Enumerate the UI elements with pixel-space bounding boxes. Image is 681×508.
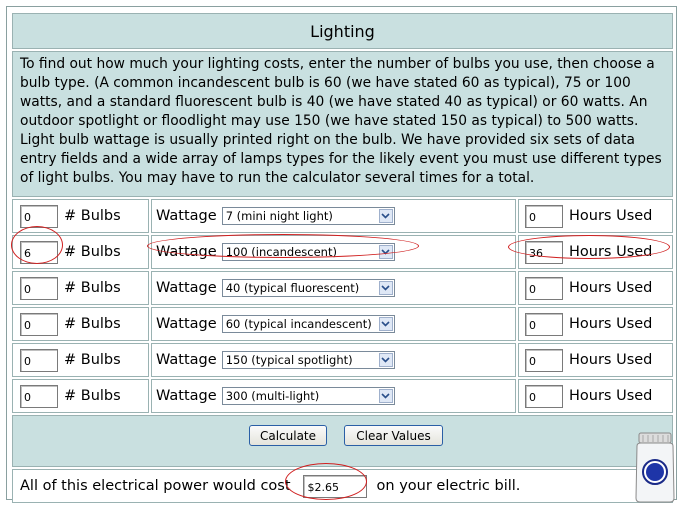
wattage-value: 40 (typical fluorescent): [225, 281, 360, 295]
bulbs-cell: [12, 343, 149, 377]
hours-input[interactable]: 0: [525, 349, 563, 372]
wattage-cell: [151, 199, 516, 233]
cost-output[interactable]: $2.65: [303, 475, 367, 498]
wattage-cell: [151, 379, 516, 413]
hours-label: Hours Used: [569, 244, 653, 260]
bulbs-cell: [12, 235, 149, 269]
wattage-select[interactable]: [222, 351, 395, 369]
hours-input[interactable]: 0: [525, 277, 563, 300]
wattage-cell: [151, 271, 516, 305]
wattage-label: Wattage: [156, 244, 217, 260]
hours-input[interactable]: 0: [525, 385, 563, 408]
chevron-down-icon[interactable]: [379, 317, 393, 331]
bulbs-label: # Bulbs: [64, 244, 121, 260]
wattage-label: Wattage: [156, 388, 217, 404]
cost-prefix: All of this electrical power would cost: [20, 478, 291, 494]
calculate-button[interactable]: Calculate: [249, 425, 327, 446]
chevron-down-icon[interactable]: [379, 353, 393, 367]
bulbs-cell: [12, 307, 149, 341]
button-row: [12, 415, 673, 467]
section-title: Lighting: [12, 13, 673, 49]
hours-label: Hours Used: [569, 316, 653, 332]
bulbs-input[interactable]: 0: [20, 385, 58, 408]
hours-input[interactable]: 0: [525, 313, 563, 336]
instructions-text: To find out how much your lighting costs, enter the number of bulbs you use, then choose a bulb type. (A common incandescent bulb is 60 (we have stated 60 as typical), 75 or 100 watts, and a standard fluorescent bulb is 40 (we have stated 40 as typical) or 60 watts. An outdoor spotlight or floodlight may use 150 (we have stated 150 as typical) to 500 watts. Light bulb wattage is usually printed right on the bulb. We have provided six sets of data entry fields and a wide array of lamps types for the likely event you must use different types of light bulbs. You may have to run the calculator several times for a total.: [12, 51, 673, 197]
wattage-value: 150 (typical spotlight): [225, 353, 353, 367]
wattage-label: Wattage: [156, 280, 217, 296]
bulbs-input[interactable]: 0: [20, 277, 58, 300]
chevron-down-icon[interactable]: [379, 245, 393, 259]
clear-values-button[interactable]: Clear Values: [344, 425, 443, 446]
wattage-select[interactable]: [222, 207, 395, 225]
chevron-down-icon[interactable]: [379, 389, 393, 403]
hours-label: Hours Used: [569, 352, 653, 368]
cost-row: [12, 469, 673, 503]
chevron-down-icon[interactable]: [379, 209, 393, 223]
jar-icon: [633, 432, 677, 504]
wattage-cell: [151, 307, 516, 341]
wattage-value: 7 (mini night light): [225, 209, 333, 223]
wattage-value: 100 (incandescent): [225, 245, 337, 259]
wattage-cell: [151, 235, 516, 269]
hours-label: Hours Used: [569, 280, 653, 296]
wattage-select[interactable]: [222, 279, 395, 297]
lighting-calculator: [6, 6, 677, 500]
bulbs-input[interactable]: 6: [20, 241, 58, 264]
wattage-label: Wattage: [156, 316, 217, 332]
hours-cell: [518, 199, 673, 233]
bulbs-cell: [12, 199, 149, 233]
hours-label: Hours Used: [569, 208, 653, 224]
wattage-value: 60 (typical incandescent): [225, 317, 372, 331]
hours-cell: [518, 271, 673, 305]
hours-cell: [518, 343, 673, 377]
bulbs-label: # Bulbs: [64, 388, 121, 404]
wattage-label: Wattage: [156, 208, 217, 224]
bulbs-label: # Bulbs: [64, 316, 121, 332]
bulbs-cell: [12, 271, 149, 305]
wattage-select[interactable]: [222, 315, 395, 333]
hours-input[interactable]: 36: [525, 241, 563, 264]
bulbs-label: # Bulbs: [64, 208, 121, 224]
bulbs-label: # Bulbs: [64, 280, 121, 296]
chevron-down-icon[interactable]: [379, 281, 393, 295]
wattage-label: Wattage: [156, 352, 217, 368]
bulbs-cell: [12, 379, 149, 413]
bulbs-label: # Bulbs: [64, 352, 121, 368]
bulbs-input[interactable]: 0: [20, 349, 58, 372]
wattage-value: 300 (multi-light): [225, 389, 320, 403]
bulbs-input[interactable]: 0: [20, 205, 58, 228]
wattage-select[interactable]: [222, 387, 395, 405]
wattage-select[interactable]: [222, 243, 395, 261]
hours-cell: [518, 235, 673, 269]
hours-cell: [518, 307, 673, 341]
wattage-cell: [151, 343, 516, 377]
hours-cell: [518, 379, 673, 413]
hours-label: Hours Used: [569, 388, 653, 404]
cost-suffix: on your electric bill.: [376, 478, 521, 494]
bulbs-input[interactable]: 0: [20, 313, 58, 336]
hours-input[interactable]: 0: [525, 205, 563, 228]
